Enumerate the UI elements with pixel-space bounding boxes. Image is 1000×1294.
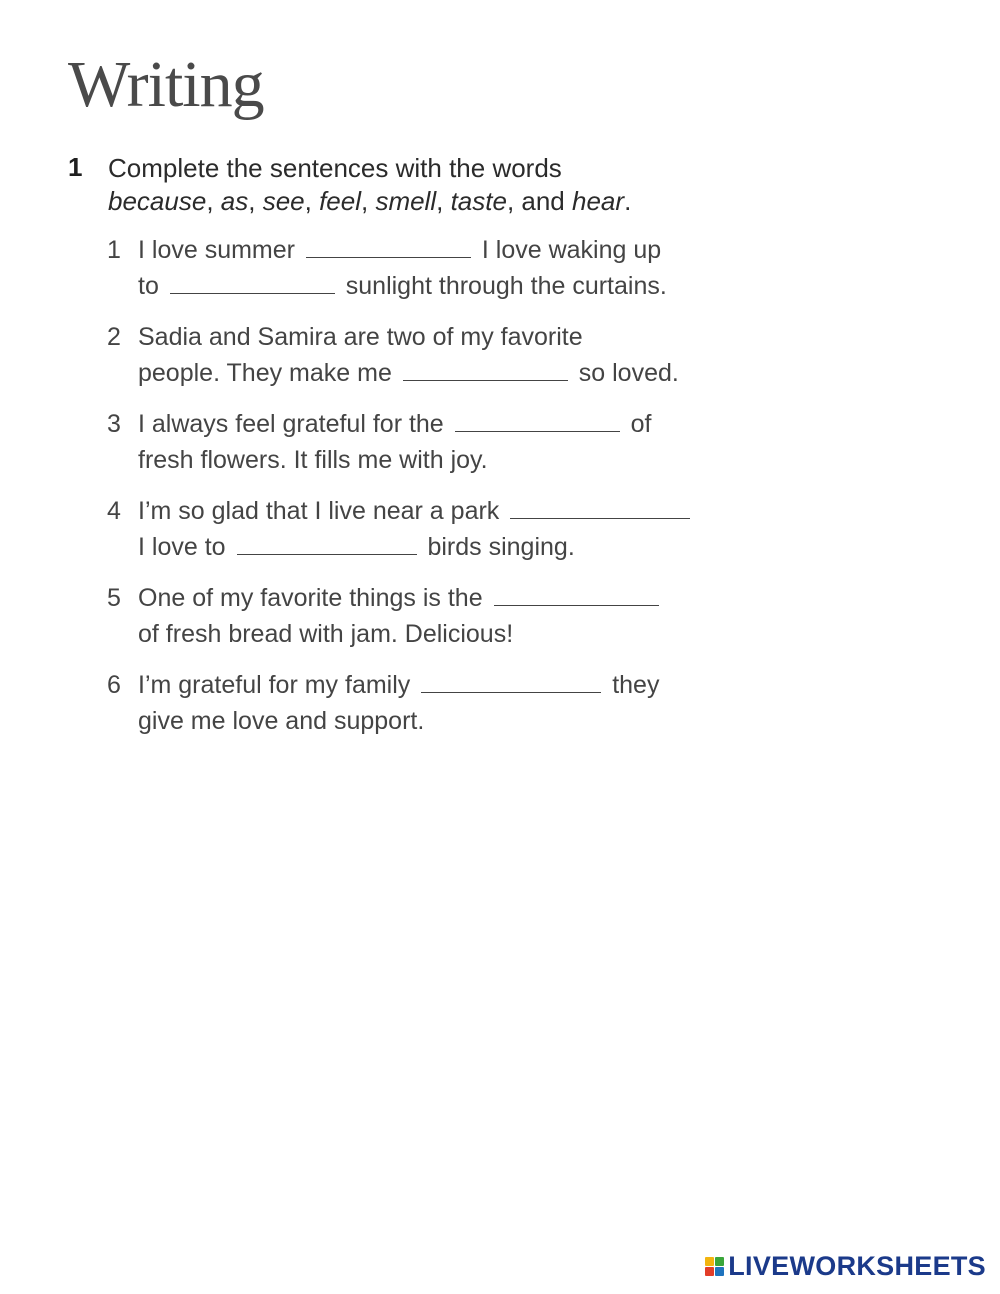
word-feel: feel (319, 186, 361, 216)
item-number: 5 (107, 584, 121, 612)
word-hear: hear (572, 186, 625, 216)
list-item (107, 406, 727, 478)
logo-mark-square (715, 1267, 724, 1276)
item-text: I always feel grateful for the of fresh flowers. It fills me with joy. (138, 410, 652, 474)
answer-blank[interactable] (306, 235, 471, 258)
answer-blank[interactable] (421, 670, 601, 693)
item-text: Sadia and Samira are two of my favorite people. They make me so loved. (138, 323, 679, 387)
answer-blank[interactable] (455, 409, 620, 432)
item-number: 3 (107, 410, 121, 438)
item-text: One of my favorite things is the of fresh bread with jam. Delicious! (138, 580, 727, 652)
exercise-instruction: Complete the sentences with the words because, as, see, feel, smell, taste, and hear. (108, 153, 632, 216)
word-as: as (220, 186, 249, 216)
liveworksheets-logo (705, 1251, 986, 1282)
logo-mark-square (705, 1257, 714, 1266)
list-item (107, 232, 727, 304)
item-number: 2 (107, 323, 121, 351)
item-text: I’m so glad that I live near a park I love to birds singing. (138, 493, 727, 565)
item-text: I love summer I love waking up to sunlight through the curtains. (138, 236, 667, 300)
answer-blank[interactable] (403, 358, 568, 381)
word-taste: taste (450, 186, 507, 216)
word-see: see (262, 186, 305, 216)
answer-blank[interactable] (237, 532, 417, 555)
exercise-items (107, 232, 727, 754)
item-text: I’m grateful for my family they give me love and support. (138, 671, 660, 735)
list-item (107, 319, 727, 391)
answer-blank[interactable] (510, 496, 690, 519)
logo-mark-icon (705, 1257, 724, 1276)
list-item (107, 493, 727, 565)
answer-blank[interactable] (170, 271, 335, 294)
list-item (107, 667, 727, 739)
word-smell: smell (375, 186, 437, 216)
item-number: 4 (107, 497, 121, 525)
instruction-and: and (521, 186, 565, 216)
word-because: because (108, 186, 207, 216)
list-item (107, 580, 727, 652)
item-number: 6 (107, 671, 121, 699)
logo-text: LIVEWORKSHEETS (728, 1251, 986, 1281)
page-title: Writing (68, 48, 264, 121)
logo-mark-square (705, 1267, 714, 1276)
item-number: 1 (107, 236, 121, 264)
instruction-lead: Complete the sentences with the words (108, 153, 562, 183)
answer-blank[interactable] (494, 583, 659, 606)
exercise-number: 1 (68, 152, 83, 182)
logo-mark-square (715, 1257, 724, 1266)
